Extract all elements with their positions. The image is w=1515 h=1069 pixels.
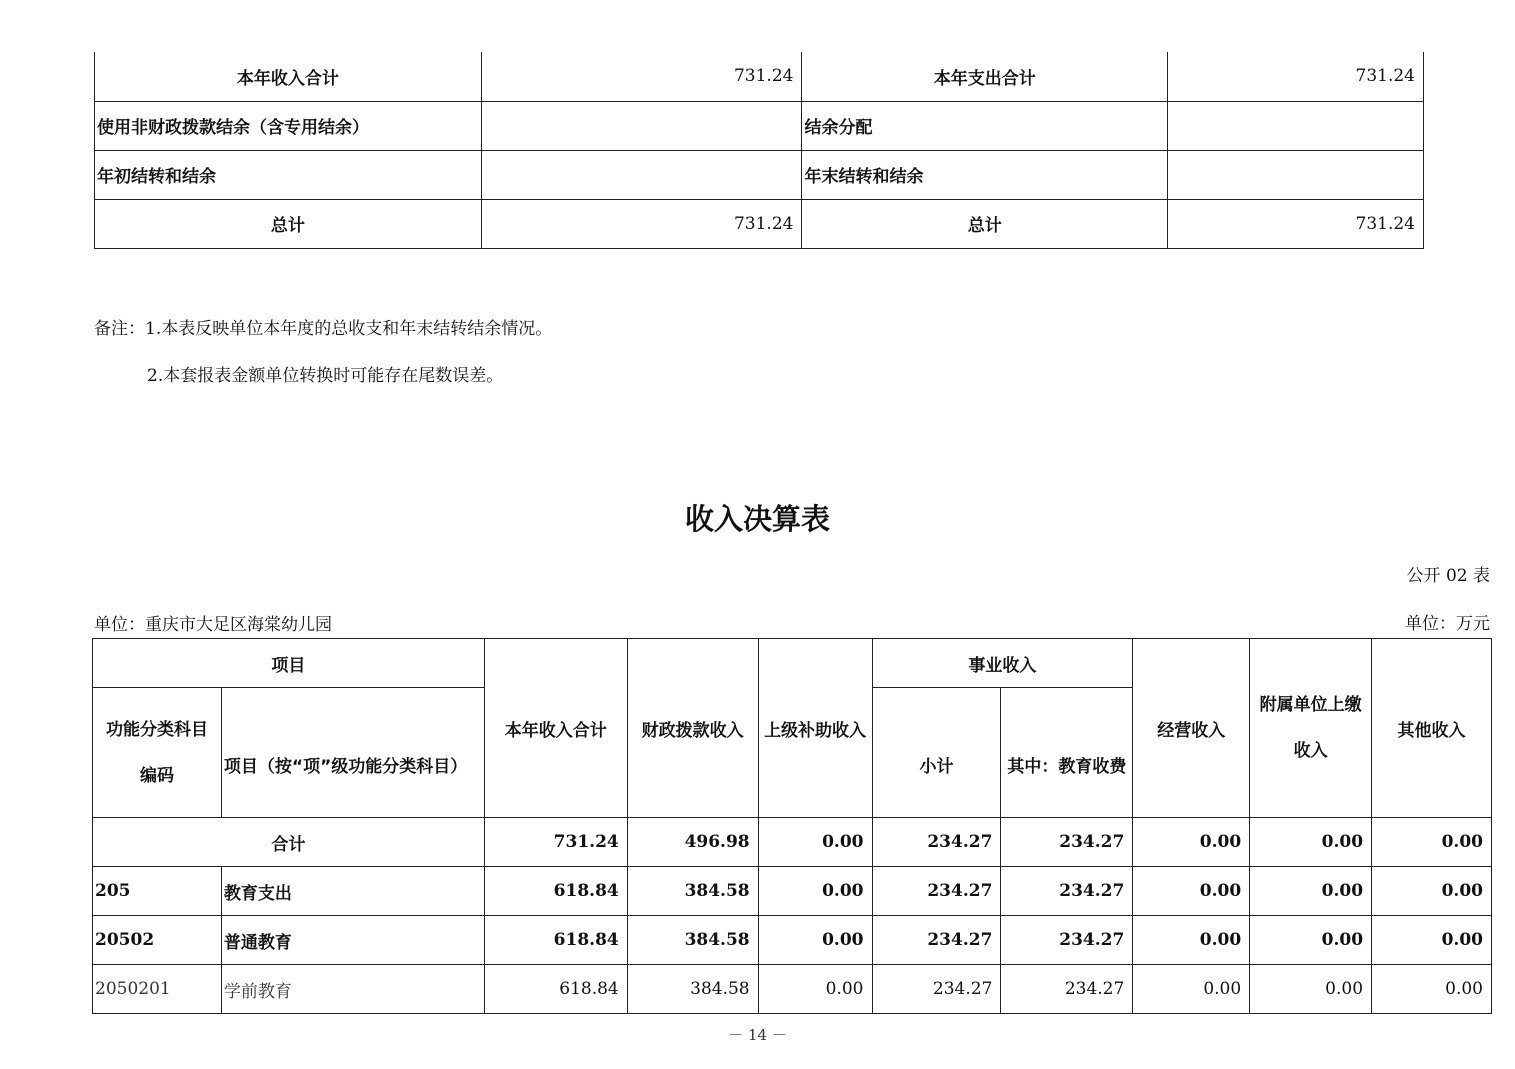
summary-table <box>94 52 1424 249</box>
cell-value: 234.27 <box>872 916 1001 965</box>
header-item: 项目 <box>93 639 485 688</box>
cell-value: 384.58 <box>627 965 758 1014</box>
cell-value: 618.84 <box>484 965 627 1014</box>
unit-money: 单位：万元 <box>1405 614 1490 634</box>
header-affiliated-line2: 收入 <box>1293 741 1328 761</box>
cell-value: 496.98 <box>627 818 758 867</box>
unit-org: 单位：重庆市大足区海棠幼儿园 <box>94 615 332 635</box>
table-row <box>95 150 1424 199</box>
header-row <box>93 639 1492 688</box>
cell-value: 384.58 <box>627 916 758 965</box>
cell-value: 0.00 <box>1250 867 1372 916</box>
summary-label: 年末结转和结余 <box>802 150 1168 199</box>
summary-label: 总计 <box>802 199 1168 248</box>
header-func-code-line2: 编码 <box>139 765 174 786</box>
header-item-name: 项目（按“项”级功能分类科目） <box>221 688 484 818</box>
header-edu-fee: 其中：教育收费 <box>1001 688 1133 818</box>
cell-value: 731.24 <box>484 818 627 867</box>
cell-value: 0.00 <box>758 965 872 1014</box>
func-code: 205 <box>93 867 222 916</box>
summary-label: 年初结转和结余 <box>95 150 482 199</box>
cell-value: 0.00 <box>1372 965 1492 1014</box>
header-subtotal: 小计 <box>872 688 1001 818</box>
income-table <box>92 638 1492 1014</box>
cell-value: 234.27 <box>872 867 1001 916</box>
cell-value: 0.00 <box>758 916 872 965</box>
cell-value: 618.84 <box>484 916 627 965</box>
summary-value <box>1168 150 1424 199</box>
summary-label: 本年支出合计 <box>802 52 1168 101</box>
table-code: 公开 02 表 <box>1406 566 1490 586</box>
cell-value: 0.00 <box>1372 867 1492 916</box>
cell-value: 234.27 <box>1001 965 1133 1014</box>
summary-value <box>1168 101 1424 150</box>
cell-value: 234.27 <box>872 818 1001 867</box>
header-operating: 经营收入 <box>1133 639 1250 818</box>
summary-label: 本年收入合计 <box>95 52 482 101</box>
header-affiliated <box>1250 639 1372 818</box>
table-row <box>95 199 1424 248</box>
table-row <box>95 52 1424 101</box>
item-name: 学前教育 <box>221 965 484 1014</box>
total-label: 合计 <box>93 818 485 867</box>
header-fiscal: 财政拨款收入 <box>627 639 758 818</box>
cell-value: 234.27 <box>872 965 1001 1014</box>
item-name: 教育支出 <box>221 867 484 916</box>
cell-value: 0.00 <box>1133 916 1250 965</box>
item-name: 普通教育 <box>221 916 484 965</box>
table-row <box>93 916 1492 965</box>
summary-value <box>481 150 802 199</box>
table-row <box>95 101 1424 150</box>
header-func-code-line1: 功能分类科目 <box>105 719 208 740</box>
func-code: 20502 <box>93 916 222 965</box>
header-affiliated-line1: 附属单位上缴 <box>1259 695 1362 715</box>
header-func-code <box>93 688 222 818</box>
cell-value: 0.00 <box>758 867 872 916</box>
table-row <box>93 965 1492 1014</box>
summary-label: 使用非财政拨款结余（含专用结余） <box>95 101 482 150</box>
cell-value: 384.58 <box>627 867 758 916</box>
header-superior: 上级补助收入 <box>758 639 872 818</box>
cell-value: 0.00 <box>1372 916 1492 965</box>
page-number: － 14 － <box>728 1026 787 1044</box>
note-1: 备注：1.本表反映单位本年度的总收支和年末结转结余情况。 <box>94 319 553 339</box>
summary-value: 731.24 <box>1168 199 1424 248</box>
page-title: 收入决算表 <box>684 502 830 536</box>
summary-label: 总计 <box>95 199 482 248</box>
header-total: 本年收入合计 <box>484 639 627 818</box>
cell-value: 0.00 <box>1250 965 1372 1014</box>
summary-value <box>481 101 802 150</box>
summary-label: 结余分配 <box>802 101 1168 150</box>
table-row <box>93 867 1492 916</box>
summary-value: 731.24 <box>481 199 802 248</box>
table-row-total <box>93 818 1492 867</box>
cell-value: 0.00 <box>1133 965 1250 1014</box>
header-business: 事业收入 <box>872 639 1133 688</box>
cell-value: 234.27 <box>1001 818 1133 867</box>
cell-value: 0.00 <box>1133 867 1250 916</box>
note-2: 2.本套报表金额单位转换时可能存在尾数误差。 <box>147 366 504 386</box>
func-code: 2050201 <box>93 965 222 1014</box>
header-other: 其他收入 <box>1372 639 1492 818</box>
summary-value: 731.24 <box>481 52 802 101</box>
cell-value: 0.00 <box>1372 818 1492 867</box>
cell-value: 618.84 <box>484 867 627 916</box>
cell-value: 0.00 <box>1250 818 1372 867</box>
cell-value: 0.00 <box>758 818 872 867</box>
cell-value: 0.00 <box>1250 916 1372 965</box>
cell-value: 234.27 <box>1001 867 1133 916</box>
cell-value: 234.27 <box>1001 916 1133 965</box>
cell-value: 0.00 <box>1133 818 1250 867</box>
summary-value: 731.24 <box>1168 52 1424 101</box>
